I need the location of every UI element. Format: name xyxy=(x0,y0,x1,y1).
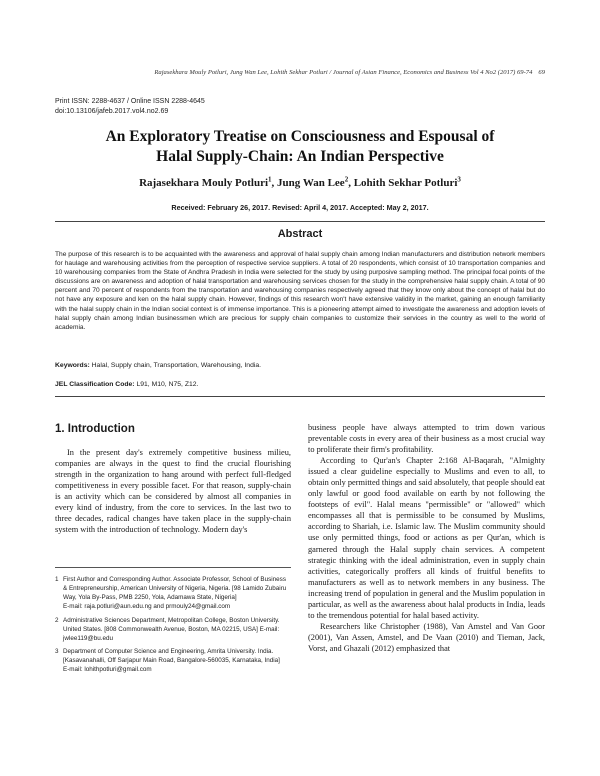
running-head-citation: Rajasekhara Mouly Potluri, Jung Wan Lee, Lohith Sekhar Potluri / Journal of Asian Finance, Economics and Business Vol 4 No2 (2017) 69-74 xyxy=(154,69,533,76)
footnote-2 xyxy=(55,616,291,643)
keywords xyxy=(55,362,545,369)
running-head xyxy=(60,69,545,76)
right-column xyxy=(308,422,545,654)
footnote-text: Administrative Sciences Department, Metropolitan College, Boston University. United States. [808 Commonwealth Avenue, Boston, MA 02215, USA] E-mail: jwlee119@bu.edu xyxy=(63,616,280,642)
footnote-email: E-mail: lohithpotluri@gmail.com xyxy=(63,666,152,674)
paper-title xyxy=(40,127,560,167)
author-affiliation-mark: 3 xyxy=(457,175,461,183)
doi-line: doi:10.13106/jafeb.2017.vol4.no2.69 xyxy=(55,108,169,115)
keywords-value: Halal, Supply chain, Transportation, Warehousing, India. xyxy=(89,362,262,369)
left-column xyxy=(55,447,291,535)
footnote-text: First Author and Corresponding Author. Associate Professor, School of Business & Entrepreneurship, American University of Nigeria, Nigeria. [98 Lamido Zubairu Way, Yola By-Pass, PMB 2250, Yola, Adamawa State, Nigeria] xyxy=(63,576,287,602)
author-2 xyxy=(277,177,354,189)
author-separator: , xyxy=(271,176,278,189)
footnote-content xyxy=(63,575,291,612)
author-separator: , xyxy=(348,176,354,189)
author-3 xyxy=(354,177,461,189)
abstract-text: The purpose of this research is to be acquainted with the awareness and approval of halal supply chain among Indian manufacturers and distribution network members for haulage and warehousing activities from the perception of respective service suppliers. A total of 20 respondents, which consist of 10 transportation companies and 10 warehousing companies from the State of Andhra Pradesh in India were selected for the study by using purposive sampling method. The principal focal points of the discussions are on awareness and adoption of halal transportation and warehousing services chosen for the study in the comprehensive halal supply chain. A total of 90 percent and 70 percent of respondents from the transportation and warehousing companies respectively agreed that they know only about the concept of halal but do not have any exposure and ken on the halal supply chain. However, findings of this research won't have extensive validity in the market, gaining an enough familiarity with the halal supply chain in the Indian social context is of immense importance. This is a pioneering attempt aimed to investigate the awareness and adoption levels of halal supply chain among Indian businessmen which are precious for supply chain companies to customize their services in the country as well to the world of academia. xyxy=(55,251,545,331)
author-name: Rajasekhara Mouly Potluri xyxy=(139,176,269,189)
submission-dates: Received: February 26, 2017. Revised: April 4, 2017. Accepted: May 2, 2017. xyxy=(171,203,429,212)
author-affiliation-mark: 2 xyxy=(344,175,349,183)
body-paragraph: Researchers like Christopher (1988), Van Amstel and Van Goor (2001), Van Assen, Amstel, and De Vaan (2010) and Tieman, Jack, Vorst, and Ghazali (2012) emphasized that xyxy=(308,621,545,653)
section-heading: 1. Introduction xyxy=(55,423,135,435)
author-1 xyxy=(139,177,277,189)
issn-block xyxy=(55,97,205,117)
body-paragraph: According to Qur'an's Chapter 2:168 Al-Baqarah, "Almighty issued a clear guideline especially to Muslims and even to all, to obtain only permitted things and said absolutely, that people should eat only lawful or good food available on earth by not following the footsteps of evil". Halal means "permissible" or "allowed" which encompasses all that is permissible to be consumed by Muslims, according to Shariah, i.e. Islamic law. The Muslim community should use only permitted things, food or actions as per Qur'an, which is garnered through the Halal supply chain services. A competent strategic thinking with the ideal administration, even in supply chain activities, categorically proffers all kinds of fruitful benefits to manufacturers as well as to network members in any business. The increasing trend of population in general and the Muslim population in particular, as well as the awareness about halal products in India, leads to the tremendous potential for halal based activity. xyxy=(308,456,545,620)
footnote-number: 2 xyxy=(55,616,59,624)
abstract-heading: Abstract xyxy=(277,228,323,240)
page-number: 69 xyxy=(538,69,545,76)
author-list xyxy=(40,175,560,189)
footnote-1 xyxy=(55,575,291,612)
footnote-number: 1 xyxy=(55,576,59,583)
footnote-email: E-mail: raja.potluri@aun.edu.ng and prmouly24@gmail.com xyxy=(63,603,231,611)
title-line-1: An Exploratory Treatise on Consciousness and Espousal of xyxy=(105,128,495,145)
jel-codes xyxy=(55,381,545,388)
footnote-text: Department of Computer Science and Engineering, Amrita University. India. [Kasavanahalli, Off Sarjapur Main Road, Bangalore-560035, Karnataka, India] xyxy=(63,648,280,665)
top-divider xyxy=(55,221,545,222)
footnotes xyxy=(55,575,291,679)
keywords-label: Keywords: xyxy=(55,362,90,369)
footnote-3 xyxy=(55,647,291,674)
jel-value: L91, M10, N75, Z12. xyxy=(134,381,199,388)
body-paragraph: business people have always attempted to trim down various preventable costs in every area of their business as a most crucial way to proliferate their firm's profitability. xyxy=(308,423,545,455)
author-name: Lohith Sekhar Potluri xyxy=(353,176,458,189)
issn-line: Print ISSN: 2288-4637 / Online ISSN 2288-4645 xyxy=(55,98,205,105)
intro-paragraph: In the present day's extremely competitive business milieu, companies are always in the quest to find the crucial flourishing strength in the organization to hang around with perfect full-fledged competitiveness in every possible facet. For that reason, supply-chain is an activity which can be considered by almost all companies in every kind of industry, from the core to services. In the last two to three decades, radical changes have taken place in the supply-chain system with the introduction of technology. Modern day's xyxy=(55,448,291,535)
footnote-number: 3 xyxy=(55,648,59,656)
jel-label: JEL Classification Code: xyxy=(55,381,135,388)
footnote-divider xyxy=(55,567,291,568)
bottom-divider xyxy=(55,396,545,397)
author-affiliation-mark: 1 xyxy=(268,175,272,183)
title-line-2: Halal Supply-Chain: An Indian Perspective xyxy=(156,148,444,165)
footnote-content xyxy=(63,647,291,674)
author-name: Jung Wan Lee xyxy=(277,176,345,189)
